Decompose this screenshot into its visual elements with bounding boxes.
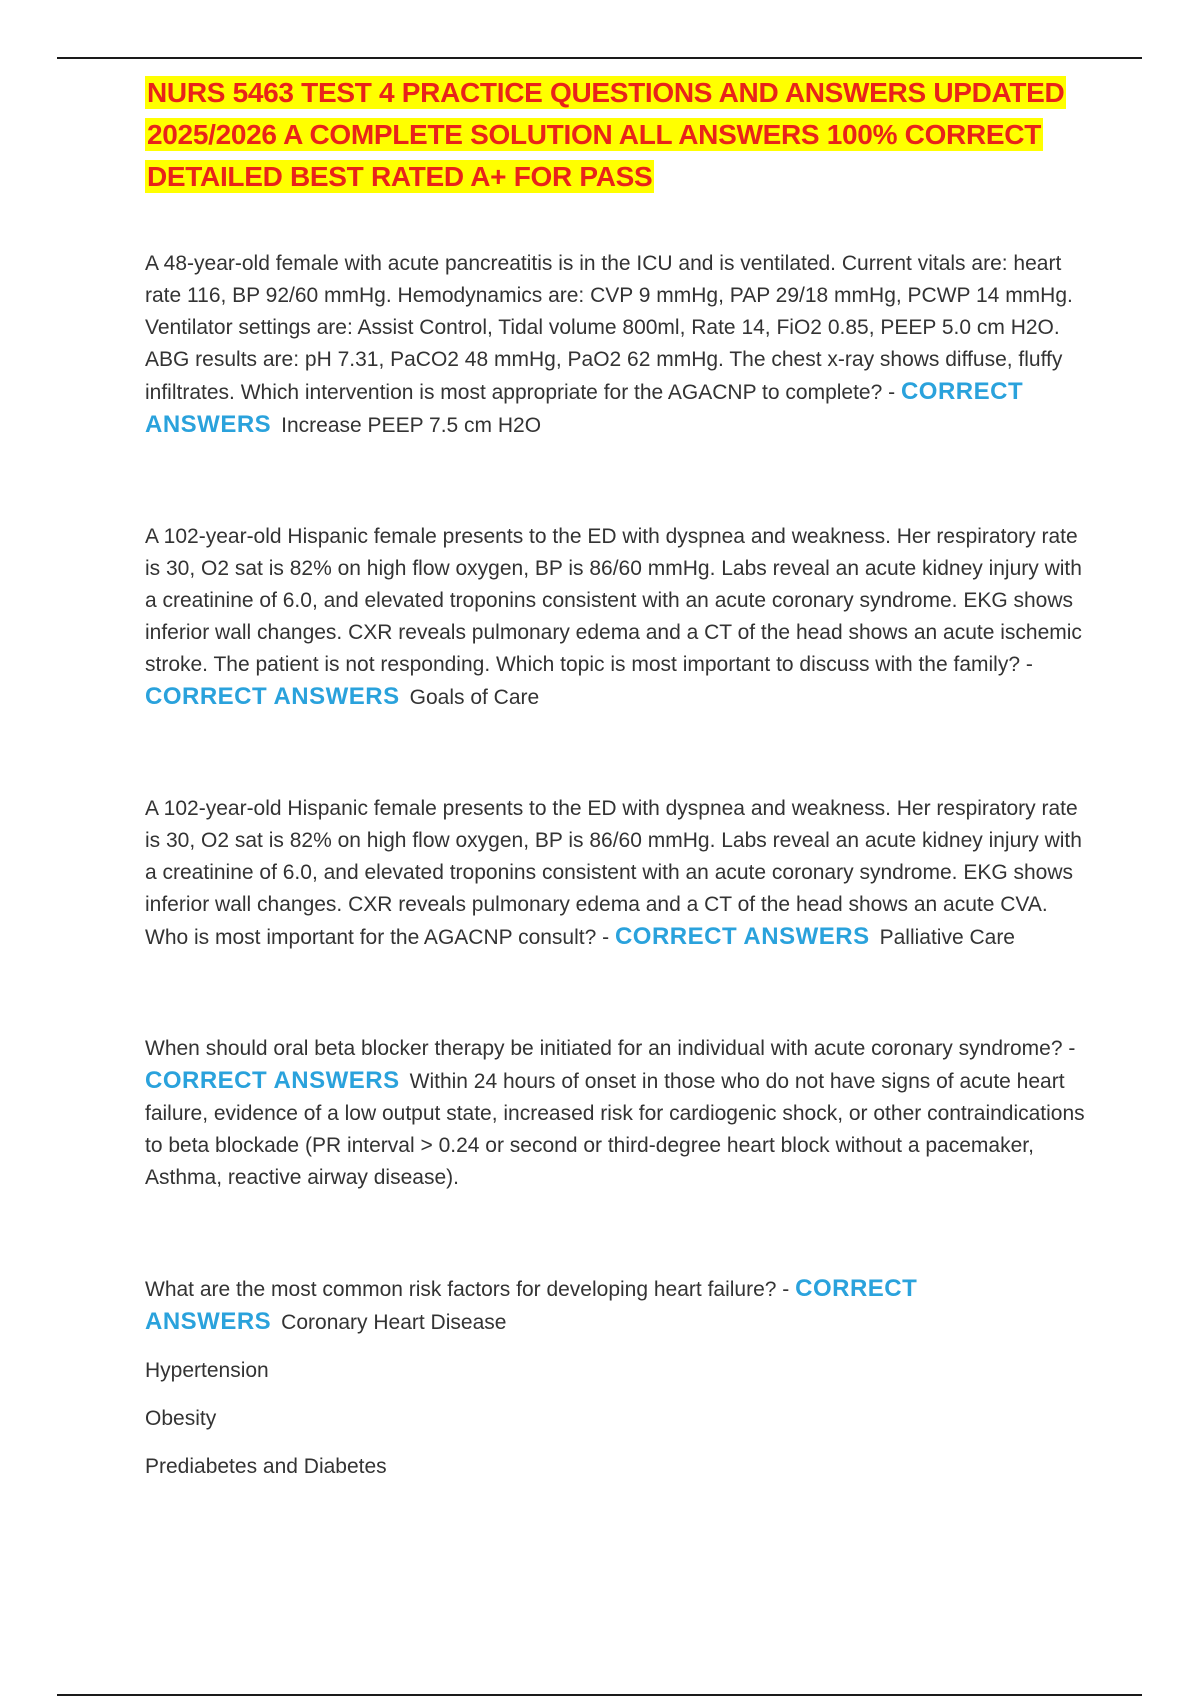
answer-extra-line: Obesity	[145, 1407, 217, 1430]
answer-text: Palliative Care	[879, 926, 1015, 949]
correct-answers-label: CORRECT ANSWERS	[145, 683, 400, 710]
question-text: What are the most common risk factors for developing heart failure? -	[145, 1278, 790, 1301]
question-text: When should oral beta blocker therapy be initiated for an individual with acute coronary syndrome? -	[145, 1037, 1076, 1060]
document-body	[145, 72, 1085, 1483]
correct-answers-label: CORRECT ANSWERS	[145, 1067, 400, 1094]
qa-item-3	[145, 793, 1085, 954]
qa-item-2	[145, 521, 1085, 714]
correct-answers-label: CORRECT ANSWERS	[614, 923, 870, 950]
qa-item-1	[145, 248, 1085, 442]
qa-item-4	[145, 1033, 1085, 1194]
footer-rule	[57, 1694, 1142, 1696]
answer-text: Goals of Care	[409, 686, 540, 709]
answer-extra-line: Hypertension	[145, 1359, 269, 1382]
answer-text: Coronary Heart Disease	[281, 1311, 507, 1334]
header-rule	[57, 57, 1142, 59]
correct-answers-label: CORRECT ANSWERS	[145, 1275, 918, 1335]
correct-answers-label: CORRECT ANSWERS	[145, 378, 1024, 438]
answer-text: Increase PEEP 7.5 cm H2O	[281, 414, 542, 437]
question-text: A 48-year-old female with acute pancreatitis is in the ICU and is ventilated. Current vitals are: heart rate 116, BP 92/60 mmHg. Hemodynamics are: CVP 9 mmHg, PAP 29/18 mmHg, PCWP 14 mmHg. Ventilator settings are: Assist Control, Tidal volume 800ml, Rate 14, FiO2 0.85, PEEP 5.0 cm H2O. ABG results are: pH 7.31, PaCO2 48 mmHg, PaO2 62 mmHg. The chest x-ray shows diffuse, fluffy infiltrates. Which intervention is most appropriate for the AGACNP to complete? -	[145, 252, 1073, 404]
document-title: NURS 5463 TEST 4 PRACTICE QUESTIONS AND ANSWERS UPDATED 2025/2026 A COMPLETE SOLUTION ALL ANSWERS 100% CORRECT DETAILED BEST RATED A+ FOR PASS	[147, 77, 1065, 192]
answer-extra-line: Prediabetes and Diabetes	[145, 1455, 387, 1478]
question-text: A 102-year-old Hispanic female presents to the ED with dyspnea and weakness. Her respiratory rate is 30, O2 sat is 82% on high flow oxygen, BP is 86/60 mmHg. Labs reveal an acute kidney injury with a creatinine of 6.0, and elevated troponins consistent with an acute coronary syndrome. EKG shows inferior wall changes. CXR reveals pulmonary edema and a CT of the head shows an acute CVA. Who is most important for the AGACNP consult? -	[145, 797, 1082, 949]
qa-item-5	[145, 1273, 1085, 1339]
answer-text: Within 24 hours of onset in those who do not have signs of acute heart failure, evidence of a low output state, increased risk for cardiogenic shock, or other contraindications to beta blockade (PR interval > 0.24 or second or third-degree heart block without a pacemaker, Asthma, reactive airway disease).	[145, 1070, 1085, 1189]
question-text: A 102-year-old Hispanic female presents to the ED with dyspnea and weakness. Her respiratory rate is 30, O2 sat is 82% on high flow oxygen, BP is 86/60 mmHg. Labs reveal an acute kidney injury with a creatinine of 6.0, and elevated troponins consistent with an acute coronary syndrome. EKG shows inferior wall changes. CXR reveals pulmonary edema and a CT of the head shows an acute ischemic stroke. The patient is not responding. Which topic is most important to discuss with the family? -	[145, 525, 1082, 676]
